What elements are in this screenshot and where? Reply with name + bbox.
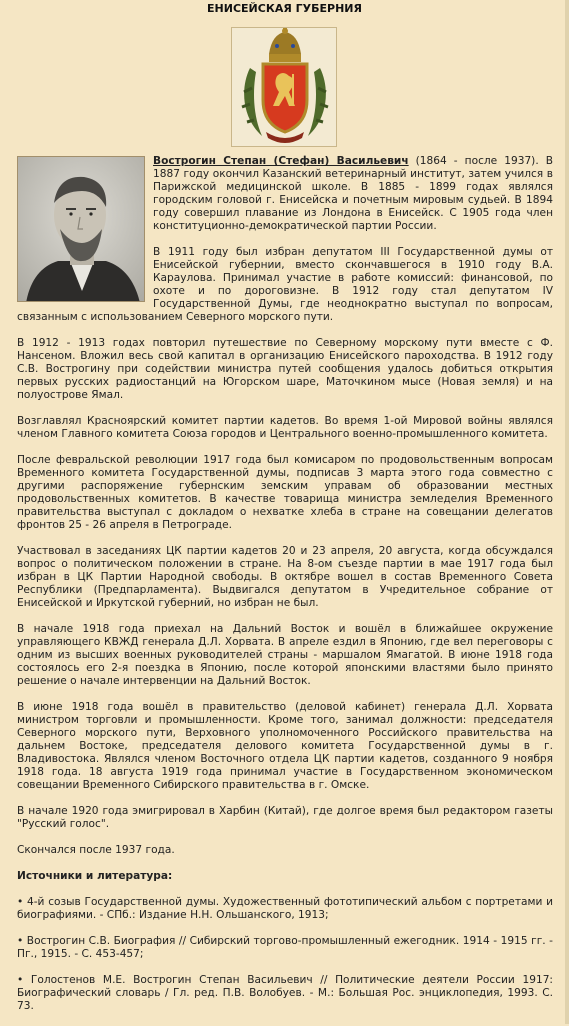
- bio-paragraph-7: В начале 1918 года приехал на Дальний Восток и вошёл в ближайшее окружение управляющего КВЖД генерала Д.Л. Хорвата. В апреле ездил в Японию, где вел переговоры с одним из высших военных руководителей страны - маршалом Ямагатой. В июне 1918 года состоялось его 2-я поездка в Японию, после которой японскими властями было принято решение о начале интервенции на Дальний Восток.: [17, 623, 553, 687]
- page-title: ЕНИСЕЙСКАЯ ГУБЕРНИЯ: [207, 2, 362, 15]
- emblem-frame: [231, 27, 337, 147]
- bio-paragraph-4: Возглавлял Красноярский комитет партии кадетов. Во время 1-ой Мировой войны являлся членом Главного комитета Союза городов и Центрального военно-промышленного комитета.: [17, 415, 553, 440]
- source-item: • 4-й созыв Государственной думы. Художественный фототипический альбом с портретами и биографиями. - СПб.: Издание Н.Н. Ольшанского, 1913;: [17, 896, 553, 921]
- biography-text: [17, 155, 553, 1026]
- bio-paragraph-10: Скончался после 1937 года.: [17, 844, 175, 856]
- bio-paragraph-1: Вострогин Степан (Стефан) Васильевич (1864 - после 1937). В 1887 году окончил Казанский ветеринарный институт, затем учился в Парижской медицинской школе. В 1885 - 1899 годах являлся городским головой г. Енисейска и почетным мировым судьей. В 1894 году совершил плавание из Лондона в Енисейск. С 1905 года член конституционно-демократической партии России.: [153, 155, 553, 232]
- person-name: Вострогин Степан (Стефан) Васильевич: [153, 155, 409, 167]
- source-item: • Вострогин С.В. Биография // Сибирский торгово-промышленный ежегодник. 1914 - 1915 гг. - Пг., 1915. - С. 453-457;: [17, 935, 553, 960]
- bio-paragraph-9: В начале 1920 года эмигрировал в Харбин (Китай), где долгое время был редактором газеты "Русский голос".: [17, 805, 553, 830]
- bio-paragraph-2: В 1911 году был избран депутатом III Государственной думы от Енисейской губернии, вместо скончавшегося в 1910 году В.А. Караулова. Принимал участие в работе комиссий: финансовой, по охоте и по дороговизне. В 1912 году стал депутатом IV Государственной Думы, где неоднократно выступал по вопросам, связанным с использованием Северного морского пути.: [17, 246, 553, 323]
- bio-paragraph-3: В 1912 - 1913 годах повторил путешествие по Северному морскому пути вместе с Ф. Нансеном. Вложил весь свой капитал в организацию Енисейского пароходства. В 1912 году С.В. Вострогину при содействии министра путей сообщения удалось добиться открытия первых русских радиостанций на Югорском шаре, Маточкином мысе (Новая земля) и на полуострове Ямал.: [17, 337, 553, 401]
- page-scrollbar[interactable]: [565, 0, 569, 1024]
- bio-paragraph-6: Участвовал в заседаниях ЦК партии кадетов 20 и 23 апреля, 20 августа, когда обсуждался вопрос о политическом положении в стране. На 8-ом съезде партии в мае 1917 года был избран в ЦК Партии Народной свободы. В октябре вошел в состав Временного Совета Республики (Предпарламента). Выдвигался депутатом в Учредительное собрание от Енисейской и Иркутской губерний, но избран не был.: [17, 545, 553, 609]
- yeniseisk-coat-of-arms-icon: [232, 28, 338, 148]
- source-item: • Голостенов М.Е. Вострогин Степан Васильевич // Политические деятели России 1917: Биографический словарь / Гл. ред. П.В. Волобуев. - М.: Большая Рос. энциклопедия, 1993. С. 73.: [17, 974, 553, 1012]
- sources-heading: Источники и литература:: [17, 870, 173, 882]
- bio-paragraph-5: После февральской революции 1917 года был комисаром по продовольственным вопросам Временного комитета Государственной думы, подписав 3 марта этого года совместно с другими распоряжение губернским земским управам об образовании местных продовольственных комитетов. В качестве товарища министра земледелия Временного правительства выступал с докладом о нехватке хлеба в стране на совещании делегатов фронтов 25 - 26 апреля в Петрограде.: [17, 454, 553, 531]
- bio-paragraph-8: В июне 1918 года вошёл в правительство (деловой кабинет) генерала Д.Л. Хорвата министром торговли и промышленности. Кроме того, занимал должности: председателя Северного морского пути, Верховного уполномоченного Российского правительства на дальнем Востоке, председателя делового комитета Государственной думы в г. Владивостока. Являлся членом Восточного отдела ЦК партии кадетов, созданного 9 ноября 1918 года. 18 августа 1919 года принимал участие в Государственном экономическом совещании Временного Сибирского правительства в г. Омске.: [17, 701, 553, 791]
